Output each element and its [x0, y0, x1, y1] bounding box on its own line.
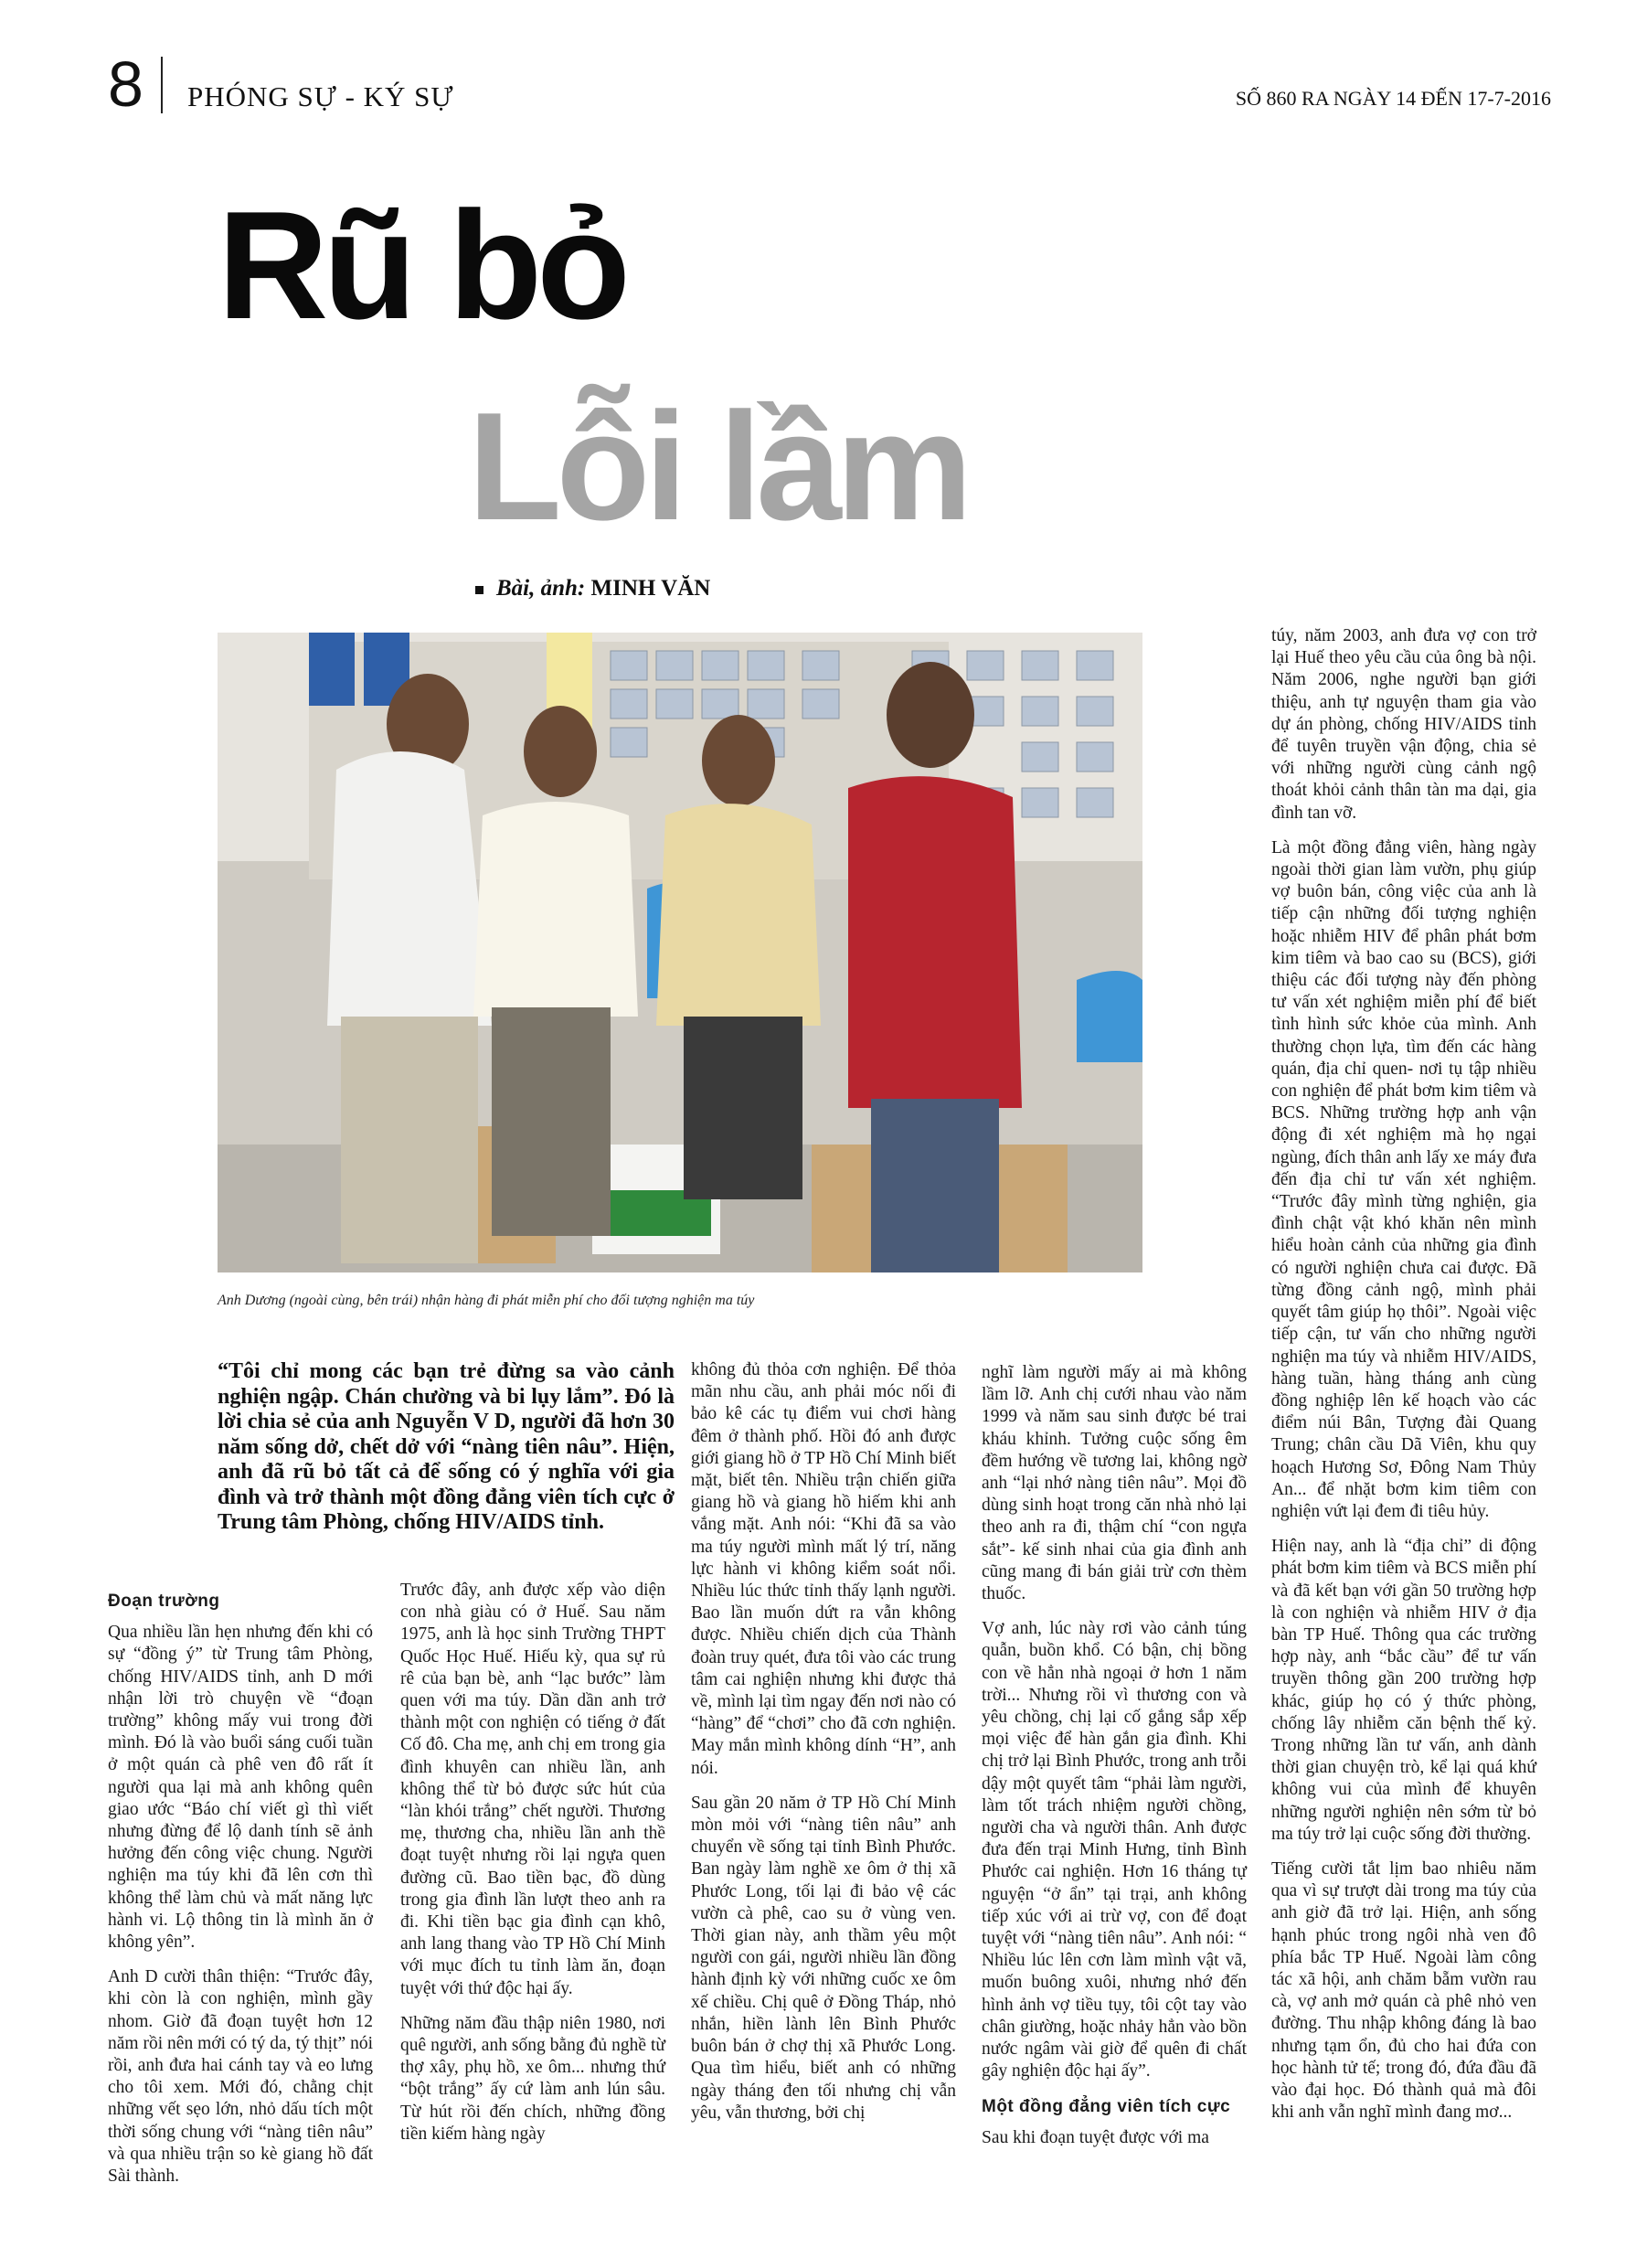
- photo-caption: Anh Dương (ngoài cùng, bên trái) nhận hàng đi phát miễn phí cho đối tượng nghiện ma túy: [218, 1293, 755, 1308]
- subheading: Một đồng đẳng viên tích cực: [982, 2096, 1231, 2116]
- article-photo: [218, 633, 1142, 1272]
- bullet-square-icon: [475, 586, 483, 594]
- paragraph: nghĩ làm người mấy ai mà không lầm lỡ. Anh chị cưới nhau vào năm 1999 và năm sau sinh được bé trai kháu khỉnh. Tưởng cuộc sống êm đềm hướng về tương lai, không ngờ anh “lại nhớ nàng tiên nâu”. Mọi đồ dùng sinh hoạt trong căn nhà nhỏ lại theo anh ra đi, thậm chí “con ngựa sắt”- kế sinh nhai của gia đình anh cũng mang đi bán giải trừ cơn thèm thuốc.: [982, 1363, 1247, 1604]
- page-number: 8: [108, 48, 143, 120]
- photo-illustration: [218, 633, 1142, 1272]
- paragraph: Qua nhiều lần hẹn nhưng đến khi có sự “đồng ý” từ Trung tâm Phòng, chống HIV/AIDS tỉnh, anh D mới nhận lời trò chuyện về “đoạn trường” không mấy vui trong đời mình. Đó là vào buổi sáng cuối tuần ở một quán cà phê ven đô rất ít người qua lại mà anh không quên giao ước “Báo chí viết gì thì viết nhưng đừng để lộ danh tính sẽ ảnh hưởng đến công việc chung. Người nghiện ma túy khi đã lên cơn thì không thể làm chủ và mất năng lực hành vi. Lộ thông tin là mình ăn ở không yên”.: [108, 1623, 373, 1953]
- header-divider: [161, 57, 163, 113]
- section-name: PHÓNG SỰ - KÝ SỰ: [187, 80, 454, 112]
- paragraph: Sau gần 20 năm ở TP Hồ Chí Minh mòn mỏi với “nàng tiên nâu” anh chuyển về sống tại tỉnh Bình Phước. Ban ngày làm nghề xe ôm ở thị xã Phước Long, tối lại đi bảo vệ các vườn cà phê, cao su ở vùng ven. Thời gian này, anh thầm yêu một người con gái, người nhiều lần đồng hành định kỳ với những cuốc xe ôm xế chiều. Chị quê ở Đồng Tháp, nhỏ nhắn, hiền lành lên Bình Phước buôn bán ở chợ thị xã Phước Long. Qua tìm hiểu, biết anh có những ngày tháng đen tối nhưng chị vẫn yêu, vẫn thương, bởi chị: [691, 1793, 956, 2123]
- headline-line-2: Lỗi lầm: [468, 380, 968, 552]
- byline-name: MINH VĂN: [590, 576, 711, 601]
- headline-line-1: Rũ bỏ: [218, 179, 625, 351]
- paragraph: Những năm đầu thập niên 1980, nơi quê người, anh sống bằng đủ nghề từ thợ xây, phụ hồ, xe ôm... nhưng thứ “bột trắng” ấy cứ làm anh lún sâu. Từ hút rồi đến chích, những đồng tiền kiếm hàng ngày: [400, 2013, 665, 2144]
- column-5: [1271, 625, 1536, 2136]
- paragraph: Tiếng cười tắt lịm bao nhiêu năm qua vì sự trượt dài trong ma túy của anh giờ đã trở lại. Hiện, anh sống hạnh phúc trong ngôi nhà ven đô phía bắc TP Huế. Ngoài làm công tác xã hội, anh chăm bẵm vườn rau cà, vợ anh mở quán cà phê nhỏ ven đường. Thu nhập không đáng là bao nhưng tạm ổn, đủ cho hai đứa con học hành tử tế; trong đó, đứa đầu đã vào đại học. Đó thành quả mà đôi khi anh vẫn nghĩ mình đang mơ...: [1271, 1858, 1536, 2123]
- paragraph: không đủ thỏa cơn nghiện. Để thỏa mãn nhu cầu, anh phải móc nối đi bảo kê các tụ điểm vui chơi hàng đêm ở thành phố. Hồi đó anh được giới giang hồ ở TP Hồ Chí Minh biết mặt, biết tên. Nhiều trận chiến giữa giang hồ và giang hồ hiếm khi anh vắng mặt. Anh nói: “Khi đã sa vào ma túy người mình mất lý trí, năng lực hành vi không kiểm soát nổi. Nhiều lúc thức tỉnh thấy lạnh người. Bao lần muốn dứt ra vẫn không được. Nhiều chiến dịch của Thành đoàn truy quét, đưa tôi vào các trung tâm cai nghiện nhưng khi được thả về, mình lại tìm ngay đến nơi nào có “hàng” để “chơi” cho đã cơn nghiện. May mắn mình không dính “H”, anh nói.: [691, 1360, 956, 1778]
- issue-info: SỐ 860 RA NGÀY 14 ĐẾN 17-7-2016: [1235, 87, 1551, 110]
- paragraph: túy, năm 2003, anh đưa vợ con trở lại Huế theo yêu cầu của ông bà nội. Năm 2006, nghe người bạn giới thiệu, anh tự nguyện tham gia vào dự án phòng, chống HIV/AIDS tỉnh để tuyên truyền vận động, chia sẻ với những người cùng cảnh ngộ thoát khỏi cảnh thân tàn ma dại, gia đình tan vỡ.: [1271, 626, 1536, 823]
- column-3: [691, 1359, 956, 2137]
- paragraph: Hiện nay, anh là “địa chỉ” di động phát bơm kim tiêm và BCS miễn phí và đã kết bạn với gần 50 trường hợp là con nghiện và nhiễm HIV ở địa bàn TP Huế. Thông qua các trường hợp này, anh “bắc cầu” để tư vấn truyền thông gần 200 trường hợp khác, giúp họ có ý thức phòng, chống lây nhiễm căn bệnh thế kỷ. Trong những lần tư vấn, anh dành thời gian chuyện trò, kể lại quá khứ không vui của mình để khuyên những người nghiện nên sớm từ bỏ ma túy trở lại cuộc sống đời thường.: [1271, 1537, 1536, 1844]
- byline: [475, 576, 710, 602]
- column-1: [108, 1587, 373, 2200]
- column-4: [982, 1362, 1247, 2162]
- subheading: Đoạn trường: [108, 1592, 220, 1611]
- paragraph: Sau khi đoạn tuyệt được với ma: [982, 2127, 1209, 2147]
- paragraph: Là một đồng đẳng viên, hàng ngày ngoài thời gian làm vườn, phụ giúp vợ buôn bán, công việc của anh là tiếp cận những đối tượng nghiện hoặc nhiễm HIV để phân phát bơm kim tiêm và bao cao su (BCS), giới thiệu các đối tượng này đến phòng tư vấn xét nghiệm miễn phí để biết tình hình sức khỏe của mình. Anh thường chọn lựa, tìm đến các hàng quán, địa chỉ quen- nơi tụ tập nhiều con nghiện để phát bơm kim tiêm và BCS. Những trường hợp anh vận động đi xét nghiệm mà họ ngại ngùng, đích thân anh lấy xe máy đưa đến địa chỉ tư vấn xét nghiệm. “Trước đây mình từng nghiện, gia đình chật vật khó khăn nên mình hiểu hoàn cảnh của những gia đình có người nghiện chưa cai được. Đã từng đồng cảnh ngộ, mình phải quyết tâm giúp họ thôi”. Ngoài việc tiếp cận, tư vấn cho những người nghiện ma túy và nhiễm HIV/AIDS, hàng tuần, hàng tháng anh cùng đồng nghiệp lên kế hoạch vào các điểm núi Bân, Tượng đài Quang Trung; chân cầu Dã Viên, khu quy hoạch Hương Sơ, Đông Nam Thủy An... để nhặt bơm kim tiêm con nghiện vứt lại đem đi tiêu hủy.: [1271, 837, 1536, 1521]
- lead-paragraph: “Tôi chỉ mong các bạn trẻ đừng sa vào cảnh nghiện ngập. Chán chường và bi lụy lắm”. Đó là lời chia sẻ của anh Nguyễn V D, người đã hơn 30 năm sống dở, chết dở với “nàng tiên nâu”. Hiện, anh đã rũ bỏ tất cả để sống có ý nghĩa với gia đình và trở thành một đồng đẳng viên tích cực ở Trung tâm Phòng, chống HIV/AIDS tỉnh.: [218, 1359, 675, 1534]
- paragraph: Vợ anh, lúc này rơi vào cảnh túng quẫn, buồn khổ. Có bận, chị bồng con về hẳn nhà ngoại ở hơn 1 năm trời... Nhưng rồi vì thương con và yêu chồng, chị lại cố gắng sắp xếp mọi việc để hàn gắn gia đình. Khi chị trở lại Bình Phước, trong anh trỗi dậy một quyết tâm “phải làm người, làm tốt trách nhiệm người chồng, người cha và người thân. Anh được đưa đến trại Minh Hưng, tỉnh Bình Phước cai nghiện. Hơn 16 tháng tự nguyện “ở ẩn” tại trại, anh không tiếp xúc với ai trừ vợ, con để đoạt tuyệt với “nàng tiên nâu”. Anh nói: “ Nhiều lúc lên cơn làm mình vật vã, muốn buông xuôi, nhưng nhớ đến hình ảnh vợ tiều tụy, tôi cột tay vào chân giường, hoặc nhảy hẳn vào bồn nước ngâm vài giờ để quên đi chất gây nghiện độc hại ấy”.: [982, 1619, 1247, 2082]
- column-2: [400, 1580, 665, 2158]
- paragraph: Anh D cười thân thiện: “Trước đây, khi còn là con nghiện, mình gầy nhom. Giờ đã đoạn tuyệt hơn 12 năm rồi nên mới có tý da, tý thịt” nói rồi, anh đưa hai cánh tay và eo lưng cho tôi xem. Mới đó, chằng chịt những vết sẹo lớn, nhỏ dấu tích một thời sống chung với “nàng tiên nâu” và qua nhiều trận so kè giang hồ đất Sài thành.: [108, 1967, 373, 2187]
- byline-label: Bài, ảnh:: [496, 576, 586, 601]
- paragraph: Trước đây, anh được xếp vào diện con nhà giàu có ở Huế. Sau năm 1975, anh là học sinh Trường THPT Quốc Học Huế. Hiếu kỳ, qua sự rủ rê của bạn bè, anh “lạc bước” làm quen với ma túy. Dần dần anh trở thành một con nghiện có tiếng ở đất Cố đô. Cha mẹ, anh chị em trong gia đình khuyên can nhiều lần, anh không thể từ bỏ được sức hút của “làn khói trắng” chết người. Thương mẹ, thương cha, nhiều lần anh thề đoạt tuyệt nhưng rồi lại ngựa quen đường cũ. Bao tiền bạc, đồ dùng trong gia đình lần lượt theo anh ra đi. Khi tiền bạc gia đình cạn khô, anh lang thang vào TP Hồ Chí Minh với mục đích tu tỉnh làm ăn, đoạn tuyệt với thứ độc hại ấy.: [400, 1581, 665, 1998]
